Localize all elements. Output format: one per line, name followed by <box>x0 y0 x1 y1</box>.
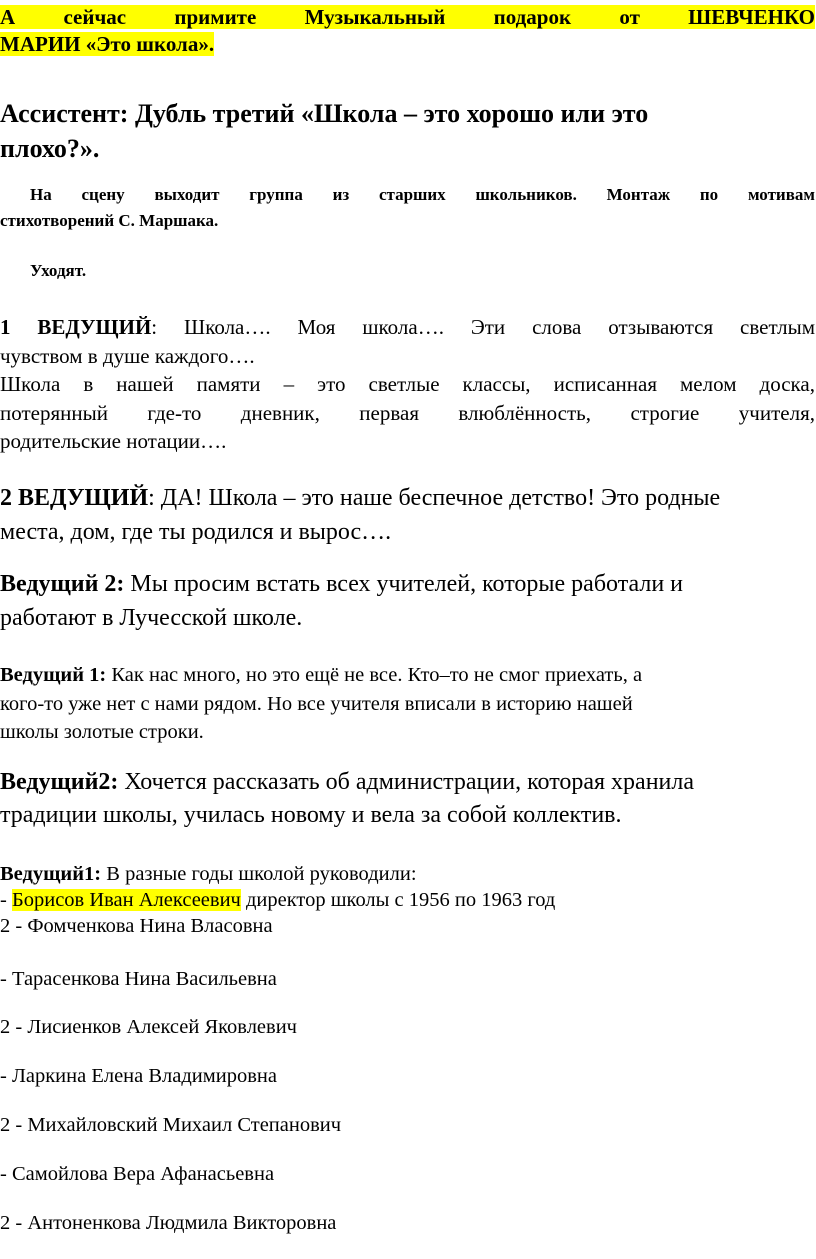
director-item-4: 2 - Лисиенков Алексей Яковлевич <box>0 1016 297 1038</box>
stage-line-2: стихотворений С. Маршака. <box>0 211 219 230</box>
speech-line-5: родительские нотации…. <box>0 429 227 453</box>
speaker-label: Ведущий1: <box>0 863 102 885</box>
speech-line-2: места, дом, где ты родился и вырос…. <box>0 519 392 545</box>
speaker-label: Ведущий 1: <box>0 664 107 686</box>
host2-third-speech <box>0 766 815 832</box>
director-item-3: - Тарасенкова Нина Васильевна <box>0 968 277 990</box>
assistant-heading <box>0 96 815 166</box>
intro-line-1: А сейчас примите Музыкальный подарок от ШЕВЧЕНКО <box>0 5 815 29</box>
stage-direction <box>0 182 815 234</box>
director-name-highlighted: Борисов Иван Алексеевич <box>11 889 241 911</box>
director-item-6: 2 - Михайловский Михаил Степанович <box>0 1114 342 1136</box>
director-item-1: - Борисов Иван Алексеевич директор школы с 1956 по 1963 год <box>0 889 556 911</box>
speech-text: В разные годы школой руководили: <box>101 863 417 885</box>
assistant-line-2: плохо?». <box>0 134 100 163</box>
speaker-label: Ведущий2: <box>0 769 119 795</box>
host1-second-speech <box>0 661 815 747</box>
stage-line-1: На сцену выходит группа из старших школьников. Монтаж по мотивам <box>30 185 815 204</box>
speech-text: Мы просим встать всех учителей, которые работали и <box>124 571 684 597</box>
speech-line-2: работают в Лучесской школе. <box>0 605 303 631</box>
speech-line-3: Школа в нашей памяти – это светлые классы, исписанная мелом доска, <box>0 372 815 396</box>
host2-first-speech <box>0 481 815 549</box>
speaker-label: 1 ВЕДУЩИЙ <box>0 315 152 339</box>
host2-second-speech <box>0 567 815 635</box>
speech-text: Хочется рассказать об администрации, которая хранила <box>118 769 695 795</box>
intro-line-2: МАРИИ «Это школа». <box>0 32 215 56</box>
speech-line-3: школы золотые строки. <box>0 721 204 743</box>
speaker-label: 2 ВЕДУЩИЙ <box>0 485 149 511</box>
intro-announcement <box>0 4 815 58</box>
director-item-5: - Ларкина Елена Владимировна <box>0 1065 277 1087</box>
director-item-7: - Самойлова Вера Афанасьевна <box>0 1163 275 1185</box>
speaker-label: Ведущий 2: <box>0 571 125 597</box>
host1-first-speech <box>0 313 815 456</box>
host1-third-speech <box>0 861 815 939</box>
speech-text: : ДА! Школа – это наше беспечное детство! Это родные <box>148 485 721 511</box>
speech-line-2: традиции школы, училась новому и вела за собой коллектив. <box>0 802 622 828</box>
assistant-line-1: Ассистент: Дубль третий «Школа – это хорошо или это <box>0 99 649 128</box>
speech-text: Как нас много, но это ещё не все. Кто–то не смог приехать, а <box>106 664 643 686</box>
speech-line-2: чувством в душе каждого…. <box>0 343 255 368</box>
speech-text: : Школа…. Моя школа…. Эти слова отзываются светлым <box>151 315 815 339</box>
director-item-8: 2 - Антоненкова Людмила Викторовна <box>0 1212 337 1234</box>
exit-direction <box>0 258 815 284</box>
speech-line-2: кого-то уже нет с нами рядом. Но все учителя вписали в историю нашей <box>0 692 633 715</box>
exit-text: Уходят. <box>30 261 87 280</box>
director-item-2: 2 - Фомченкова Нина Власовна <box>0 915 273 937</box>
speech-line-4: потерянный где-то дневник, первая влюблённость, строгие учителя, <box>0 400 815 425</box>
